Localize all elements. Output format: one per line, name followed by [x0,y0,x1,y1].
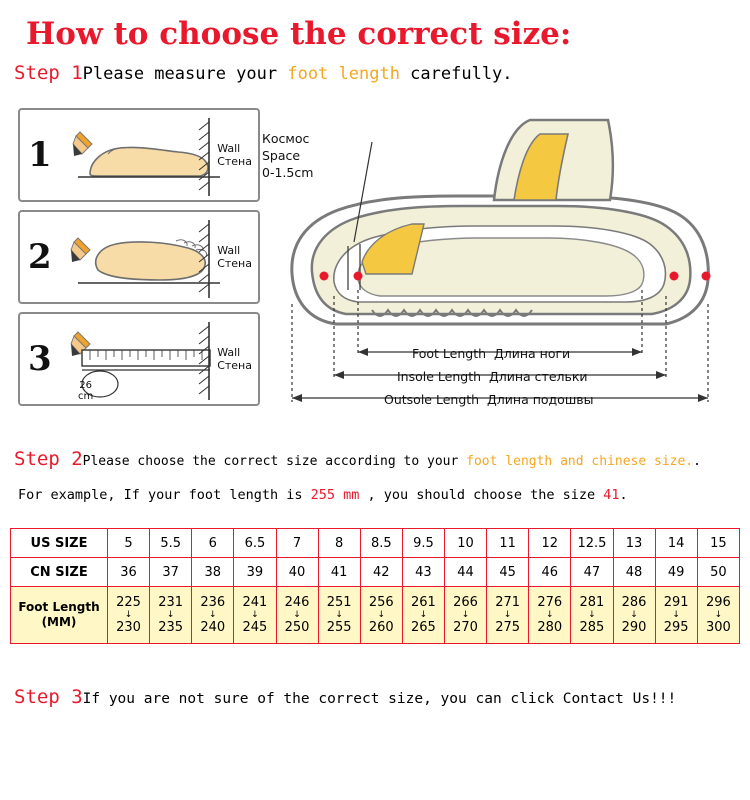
row-label-foot-length [11,587,108,644]
measure-step-3-number: 3 [28,339,52,379]
wall-label-3-en: Wall [217,346,241,359]
wall-label-3-ru: Стена [217,359,252,372]
cell-cn-2: 38 [192,558,234,587]
cell-us-1: 5.5 [150,529,192,558]
cell-cn-4: 40 [276,558,318,587]
cell-foot-2-from: 236 [200,594,226,610]
measure-foot-length-ru: Длина ноги [493,346,571,361]
cell-foot-3 [234,587,276,644]
cell-foot-12 [613,587,655,644]
cell-cn-7: 43 [402,558,444,587]
cell-foot-4 [276,587,318,644]
measure-step-3 [18,312,260,406]
toe-space-label [262,130,313,181]
cell-foot-11 [571,587,613,644]
wall-label-2-ru: Стена [217,257,252,270]
down-arrow-icon: ↓ [461,609,470,620]
cell-cn-8: 44 [445,558,487,587]
row-label-us-size: US SIZE [11,529,108,558]
cell-foot-6-to: 260 [368,619,394,635]
cell-foot-5-from: 251 [326,594,352,610]
cell-foot-1-from: 231 [158,594,184,610]
cell-foot-10-from: 276 [537,594,563,610]
row-label-cn-size: CN SIZE [11,558,108,587]
measure-insole-length-label [397,369,588,384]
cell-foot-8-from: 266 [453,594,478,610]
table-row-us-size [11,529,740,558]
cell-foot-7 [402,587,444,644]
step3-text: If you are not sure of the correct size, you can click Contact Us!!! [82,691,677,707]
wall-label-1-en: Wall [217,142,241,155]
measure-step-2-number: 2 [28,237,52,277]
cell-foot-5-to: 255 [326,619,352,635]
cell-foot-1-to: 235 [158,619,184,635]
cell-foot-7-from: 261 [411,594,436,610]
down-arrow-icon: ↓ [251,609,259,620]
measure-foot-length-en: Foot Length [412,346,487,361]
cell-foot-3-from: 241 [242,594,268,610]
measure-insole-length-ru: Длина стельки [488,369,588,384]
wall-hatch-icon-1 [196,118,212,196]
cell-foot-11-to: 285 [579,619,605,635]
step2-highlight: foot length and chinese size. [466,454,694,469]
cell-cn-0: 36 [108,558,150,587]
down-arrow-icon: ↓ [335,609,343,620]
cell-cn-3: 39 [234,558,276,587]
step2-instruction [14,448,701,470]
down-arrow-icon: ↓ [630,609,638,620]
ruler-reading [78,380,93,402]
cell-cn-14: 50 [697,558,739,587]
cell-cn-10: 46 [529,558,571,587]
cell-us-14: 15 [697,529,739,558]
cell-foot-11-from: 281 [579,594,605,610]
step2-example [18,487,628,503]
cell-us-10: 12 [529,529,571,558]
cell-foot-6-from: 256 [368,594,394,610]
wall-label-1 [217,142,252,168]
step2-example-end: . [619,487,628,503]
step1-text-b: carefully. [399,64,513,84]
cell-foot-4-to: 250 [284,619,310,635]
measure-step-1-number: 1 [28,135,52,175]
measure-foot-length-label [412,346,570,361]
measure-outsole-length-label [384,392,594,407]
down-arrow-icon: ↓ [124,609,133,620]
step2-label: Step 2 [14,448,83,470]
cell-foot-1 [150,587,192,644]
step1-label: Step 1 [14,62,83,84]
step3-label: Step 3 [14,686,83,708]
cell-foot-4-from: 246 [284,594,310,610]
step2-text-a: Please choose the correct size according to your [82,454,467,469]
toe-space-value: 0-1.5cm [262,165,314,180]
down-arrow-icon: ↓ [714,609,723,620]
ruler-value: 26 [79,380,92,391]
wall-hatch-icon-3 [196,322,212,400]
step2-example-a: For example, If your foot length is [18,487,311,503]
wall-label-1-ru: Стена [217,155,252,168]
cell-foot-6 [360,587,402,644]
cell-cn-12: 48 [613,558,655,587]
measure-insole-length-en: Insole Length [397,369,482,384]
cell-cn-6: 42 [360,558,402,587]
cell-cn-11: 47 [571,558,613,587]
row-label-foot-length-line2: (MM) [41,615,77,629]
toe-space-en: Space [262,148,301,163]
measure-outsole-length-en: Outsole Length [384,392,480,407]
cell-foot-3-to: 245 [242,619,268,635]
cell-foot-9-from: 271 [495,594,521,610]
step1-instruction [14,62,513,84]
measure-outsole-length-ru: Длина подошвы [487,392,594,407]
shoe-cross-section-diagram [262,104,740,416]
cell-us-7: 9.5 [402,529,444,558]
cell-foot-9-to: 275 [495,619,521,635]
ruler-unit: cm [78,391,94,402]
cell-foot-12-to: 290 [621,619,647,635]
measure-steps-panel [18,108,260,410]
toe-space-ru: Космос [262,131,310,146]
row-label-foot-length-line1: Foot Length [18,600,100,614]
cell-foot-12-from: 286 [621,594,647,610]
down-arrow-icon: ↓ [166,609,175,620]
cell-us-13: 14 [655,529,697,558]
cell-foot-14 [697,587,739,644]
cell-foot-9 [487,587,529,644]
cell-us-6: 8.5 [360,529,402,558]
cell-cn-1: 37 [150,558,192,587]
cell-foot-8 [445,587,487,644]
cell-foot-13-from: 291 [663,594,689,610]
cell-us-5: 8 [318,529,360,558]
wall-label-2-en: Wall [217,244,241,257]
cell-us-8: 10 [445,529,487,558]
cell-foot-0-from: 225 [116,594,141,610]
down-arrow-icon: ↓ [293,609,301,620]
step3-instruction [14,686,676,708]
page-title: How to choose the correct size: [26,16,572,52]
wall-hatch-icon-2 [196,220,212,298]
cell-us-12: 13 [613,529,655,558]
cell-us-4: 7 [276,529,318,558]
wall-label-2 [217,244,252,270]
cell-foot-0 [108,587,150,644]
size-conversion-table [10,528,740,644]
cell-foot-13 [655,587,697,644]
measure-step-2 [18,210,260,304]
step1-text-a: Please measure your [82,64,288,84]
cell-cn-13: 49 [655,558,697,587]
cell-us-11: 12.5 [571,529,613,558]
cell-us-0: 5 [108,529,150,558]
down-arrow-icon: ↓ [503,609,512,620]
down-arrow-icon: ↓ [546,609,554,620]
cell-foot-10-to: 280 [537,619,563,635]
table-row-foot-length [11,587,740,644]
step2-example-size: 41 [603,487,620,503]
cell-foot-10 [529,587,571,644]
step2-example-b: , you should choose the size [359,487,604,503]
cell-foot-14-to: 300 [705,619,731,635]
cell-foot-7-to: 265 [411,619,436,635]
cell-foot-14-from: 296 [705,594,731,610]
cell-us-9: 11 [487,529,529,558]
step2-example-value: 255 mm [310,487,360,503]
cell-us-3: 6.5 [234,529,276,558]
step1-highlight: foot length [287,64,400,84]
measure-step-1 [18,108,260,202]
cell-foot-5 [318,587,360,644]
down-arrow-icon: ↓ [209,609,217,620]
cell-cn-9: 45 [487,558,529,587]
down-arrow-icon: ↓ [672,609,680,620]
cell-foot-13-to: 295 [663,619,689,635]
cell-us-2: 6 [192,529,234,558]
table-row-cn-size [11,558,740,587]
cell-foot-2 [192,587,234,644]
down-arrow-icon: ↓ [588,609,596,620]
cell-foot-2-to: 240 [200,619,226,635]
wall-label-3 [217,346,252,372]
step2-text-b: . [693,454,701,469]
down-arrow-icon: ↓ [419,609,428,620]
cell-cn-5: 41 [318,558,360,587]
cell-foot-8-to: 270 [453,619,478,635]
cell-foot-0-to: 230 [116,619,141,635]
down-arrow-icon: ↓ [377,609,386,620]
